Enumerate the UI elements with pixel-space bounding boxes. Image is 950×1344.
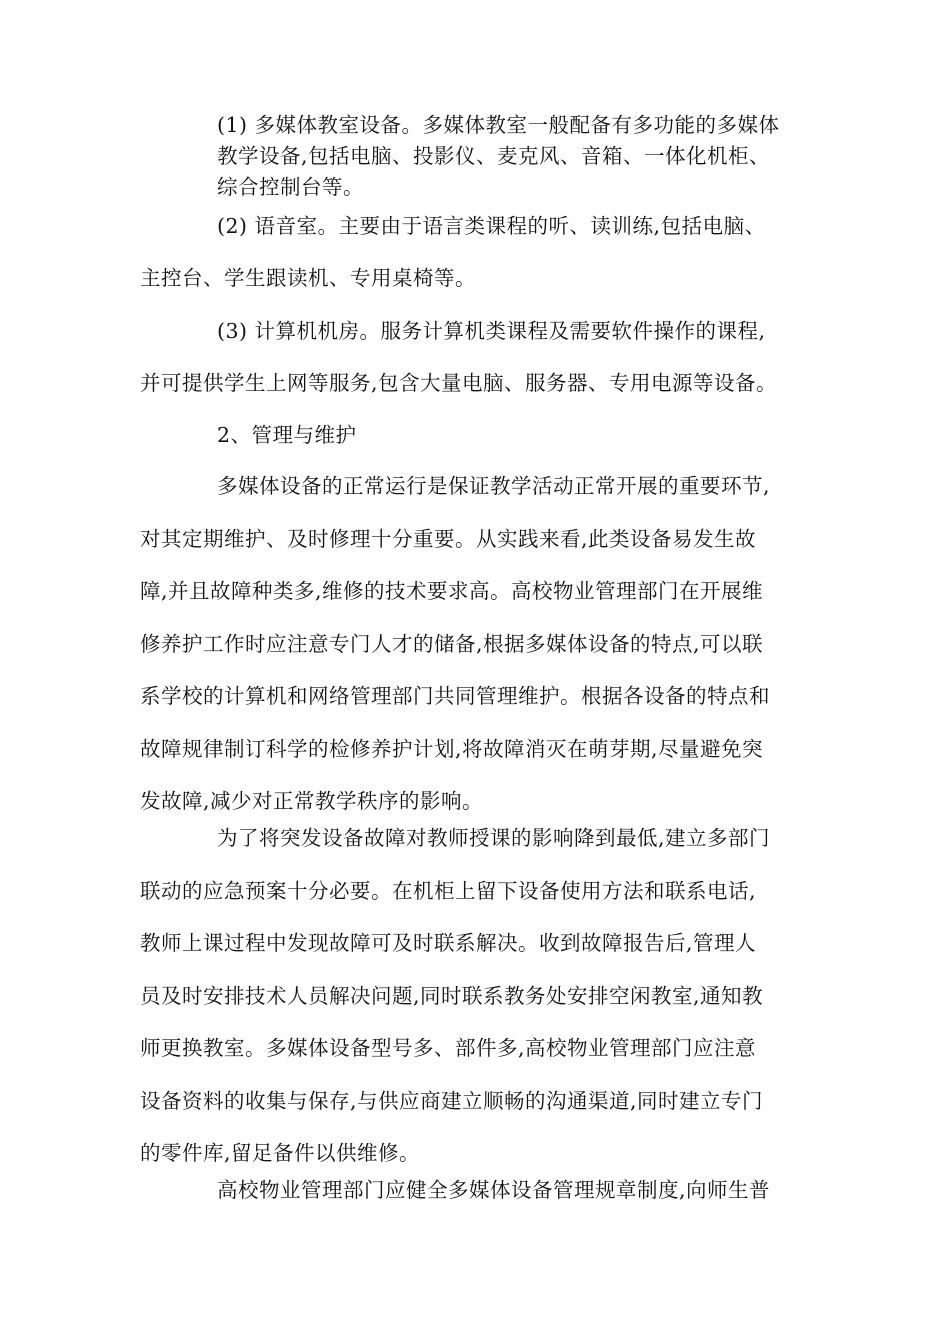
text-line: 师更换教室。多媒体设备型号多、部件多,高校物业管理部门应注意 xyxy=(140,1036,757,1060)
list-item-computer-room-line-2: 并可提供学生上网等服务,包含大量电脑、服务器、专用电源等设备。 xyxy=(140,371,778,395)
text-line: (1) 多媒体教室设备。多媒体教室一般配备有多功能的多媒体 xyxy=(217,113,780,137)
text-line: 员及时安排技术人员解决问题,同时联系教务处安排空闲教室,通知教 xyxy=(140,983,764,1008)
text-line: 系学校的计算机和网络管理部门共同管理维护。根据各设备的特点和 xyxy=(140,684,770,708)
list-item-computer-room-line-1: (3) 计算机机房。服务计算机类课程及需要软件操作的课程, xyxy=(217,319,766,343)
list-item-multimedia-classroom xyxy=(217,110,780,203)
text-line: 联动的应急预案十分必要。在机柜上留下设备使用方法和联系电话, xyxy=(140,878,757,903)
paragraph-regulations xyxy=(140,1164,770,1217)
text-line: 为了将突发设备故障对教师授课的影响降到最低,建立多部门 xyxy=(217,826,771,850)
text-line: 修养护工作时应注意专门人才的储备,根据多媒体设备的特点,可以联 xyxy=(140,631,764,656)
text-line: 故障规律制订科学的检修养护计划,将故障消灭在萌芽期,尽量避免突 xyxy=(140,736,764,761)
list-item-language-lab-line-1: (2) 语音室。主要由于语言类课程的听、读训练,包括电脑、 xyxy=(217,214,766,238)
text-line: 多媒体设备的正常运行是保证教学活动正常开展的重要环节, xyxy=(217,474,771,498)
text-line: 高校物业管理部门应健全多媒体设备管理规章制度,向师生普 xyxy=(217,1178,771,1202)
text-line: 的零件库,留足备件以供维修。 xyxy=(140,1141,421,1165)
list-item-language-lab-line-2: 主控台、学生跟读机、专用桌椅等。 xyxy=(140,266,476,290)
paragraph-maintenance xyxy=(140,460,770,828)
text-line: 综合控制台等。 xyxy=(217,175,364,199)
text-line: 对其定期维护、及时修理十分重要。从实践来看,此类设备易发生故 xyxy=(140,526,757,551)
section-heading: 2、管理与维护 xyxy=(217,423,357,447)
text-line: 发故障,减少对正常教学秩序的影响。 xyxy=(140,789,484,813)
text-line: 设备资料的收集与保存,与供应商建立顺畅的沟通渠道,同时建立专门 xyxy=(140,1088,764,1113)
paragraph-emergency-plan xyxy=(140,812,770,1180)
text-line: 障,并且故障种类多,维修的技术要求高。高校物业管理部门在开展维 xyxy=(140,579,764,603)
text-line: 教师上课过程中发现故障可及时联系解决。收到故障报告后,管理人 xyxy=(140,931,757,955)
text-line: 教学设备,包括电脑、投影仪、麦克风、音箱、一体化机柜、 xyxy=(217,144,771,168)
